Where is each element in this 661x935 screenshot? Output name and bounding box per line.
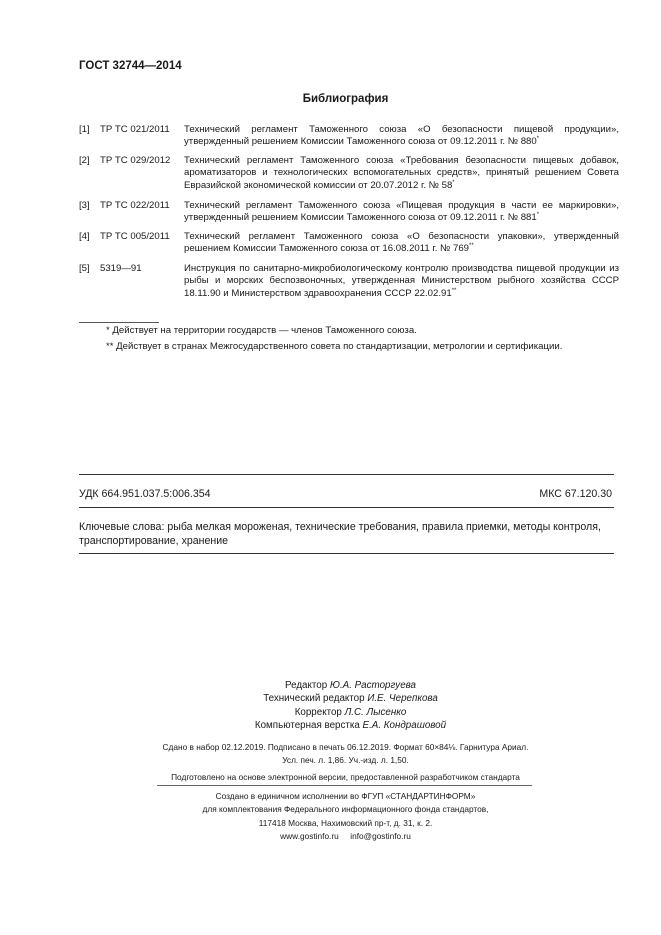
staff-name: Ю.А. Расторгуева	[329, 680, 416, 691]
staff-role: Редактор	[285, 680, 328, 691]
divider	[79, 553, 614, 554]
divider	[157, 785, 532, 786]
print-details-line: Усл. печ. л. 1,86. Уч.-изд. л. 1,50.	[282, 754, 409, 765]
bib-item-number: [2]	[79, 155, 90, 166]
staff-name: Л.С. Лысенко	[344, 706, 407, 718]
staff-name: И.Е. Черепкова	[367, 693, 438, 705]
footnote-mark: *	[452, 179, 455, 186]
bib-item-code: 5319—91	[100, 263, 142, 274]
staff-line	[40, 679, 661, 692]
staff-line	[40, 706, 661, 719]
footnote-mark: *	[536, 136, 540, 143]
staff-line	[40, 692, 661, 705]
mks-code: МКС 67.120.30	[539, 488, 612, 500]
bib-item-number: [1]	[79, 124, 90, 135]
bib-item-number: [3]	[79, 200, 90, 211]
footnote: * Действует на территории государств — членов Таможенного союза.	[106, 325, 417, 336]
staff-role: Технический редактор	[263, 693, 365, 705]
staff-role: Компьютерная верстка	[254, 719, 360, 731]
bibliography-item	[79, 263, 619, 300]
publisher-line: для комплектования Федерального информационного фонда стандартов,	[202, 803, 489, 814]
bib-item-text: Технический регламент Таможенного союза «Требования безопасности пищевых добавок, ароматизаторов и технологических вспомогательных средств», принятый решением Совета Евразийской экономической комиссии от 20.07.2012 г. № 58	[184, 155, 619, 191]
bibliography-title: Библиография	[302, 93, 389, 105]
bib-item-text: Технический регламент Таможенного союза «Пищевая продукция в части ее маркировки», утвержденный решением Комиссии Таможенного союза от 09.12.2011 г. № 881	[184, 200, 619, 224]
footnote-separator	[79, 322, 159, 323]
staff-name: Е.А. Кондрашовой	[362, 719, 447, 731]
electronic-source-note: Подготовлено на основе электронной версии, предоставленной разработчиком стандарта	[171, 772, 520, 782]
email-link[interactable]: info@gostinfo.ru	[350, 830, 411, 841]
staff-line	[40, 719, 661, 732]
publisher-contacts	[30, 830, 661, 843]
bibliography-item	[79, 155, 619, 192]
bib-item-text: Технический регламент Таможенного союза «О безопасности упаковки», утвержденный решением Комиссии Таможенного союза от 16.08.2011 г. № 769	[184, 231, 619, 255]
staff-role: Корректор	[294, 706, 342, 718]
publisher-line: Создано в единичном исполнении во ФГУП «СТАНДАРТИНФОРМ»	[215, 791, 476, 801]
bibliography-item	[79, 231, 619, 256]
bibliography-item	[79, 200, 619, 225]
publisher-address: 117418 Москва, Нахимовский пр-т, д. 31, к. 2.	[258, 818, 433, 828]
footnote-mark: **	[469, 243, 474, 250]
keywords: Ключевые слова: рыба мелкая мороженая, технические требования, правила приемки, методы контроля, транспортирование, хранение	[79, 521, 601, 547]
footnote-mark: **	[451, 287, 457, 294]
bib-item-text: Инструкция по санитарно-микробиологическому контролю производства пищевой продукции из рыбы и морских беспозвоночных, утвержденная Министерством рыбного хозяйства СССР 18.11.90 и Министерством здравоохранения СССР 22.02.91	[184, 263, 619, 299]
print-details-line: Сдано в набор 02.12.2019. Подписано в печать 06.12.2019. Формат 60×84⅛. Гарнитура Ариал.	[162, 742, 529, 752]
bib-item-text: Технический регламент Таможенного союза «О безопасности пищевой продукции», утвержденный решением Комиссии Таможенного союза от 09.12.2011 г. № 880	[184, 124, 619, 148]
bib-item-code: ТР ТС 022/2011	[100, 200, 170, 211]
bib-item-number: [4]	[79, 231, 90, 242]
bib-item-code: ТР ТС 005/2011	[100, 231, 170, 242]
divider	[79, 507, 614, 508]
website-link[interactable]: www.gostinfo.ru	[280, 830, 339, 841]
footnote: ** Действует в странах Межгосударственного совета по стандартизации, метрологии и сертификации.	[106, 341, 563, 352]
divider	[79, 474, 614, 475]
print-details	[0, 741, 661, 766]
bibliography-item	[79, 124, 619, 149]
bib-item-number: [5]	[79, 263, 90, 274]
bib-item-code: ТР ТС 029/2012	[100, 155, 171, 166]
footnote-mark: *	[536, 212, 540, 219]
editorial-staff	[0, 679, 661, 732]
document-code-header: ГОСТ 32744—2014	[79, 60, 182, 72]
bib-item-code: ТР ТС 021/2011	[100, 124, 170, 135]
udc-code: УДК 664.951.037.5:006.354	[79, 488, 211, 500]
publisher-info	[0, 790, 661, 842]
